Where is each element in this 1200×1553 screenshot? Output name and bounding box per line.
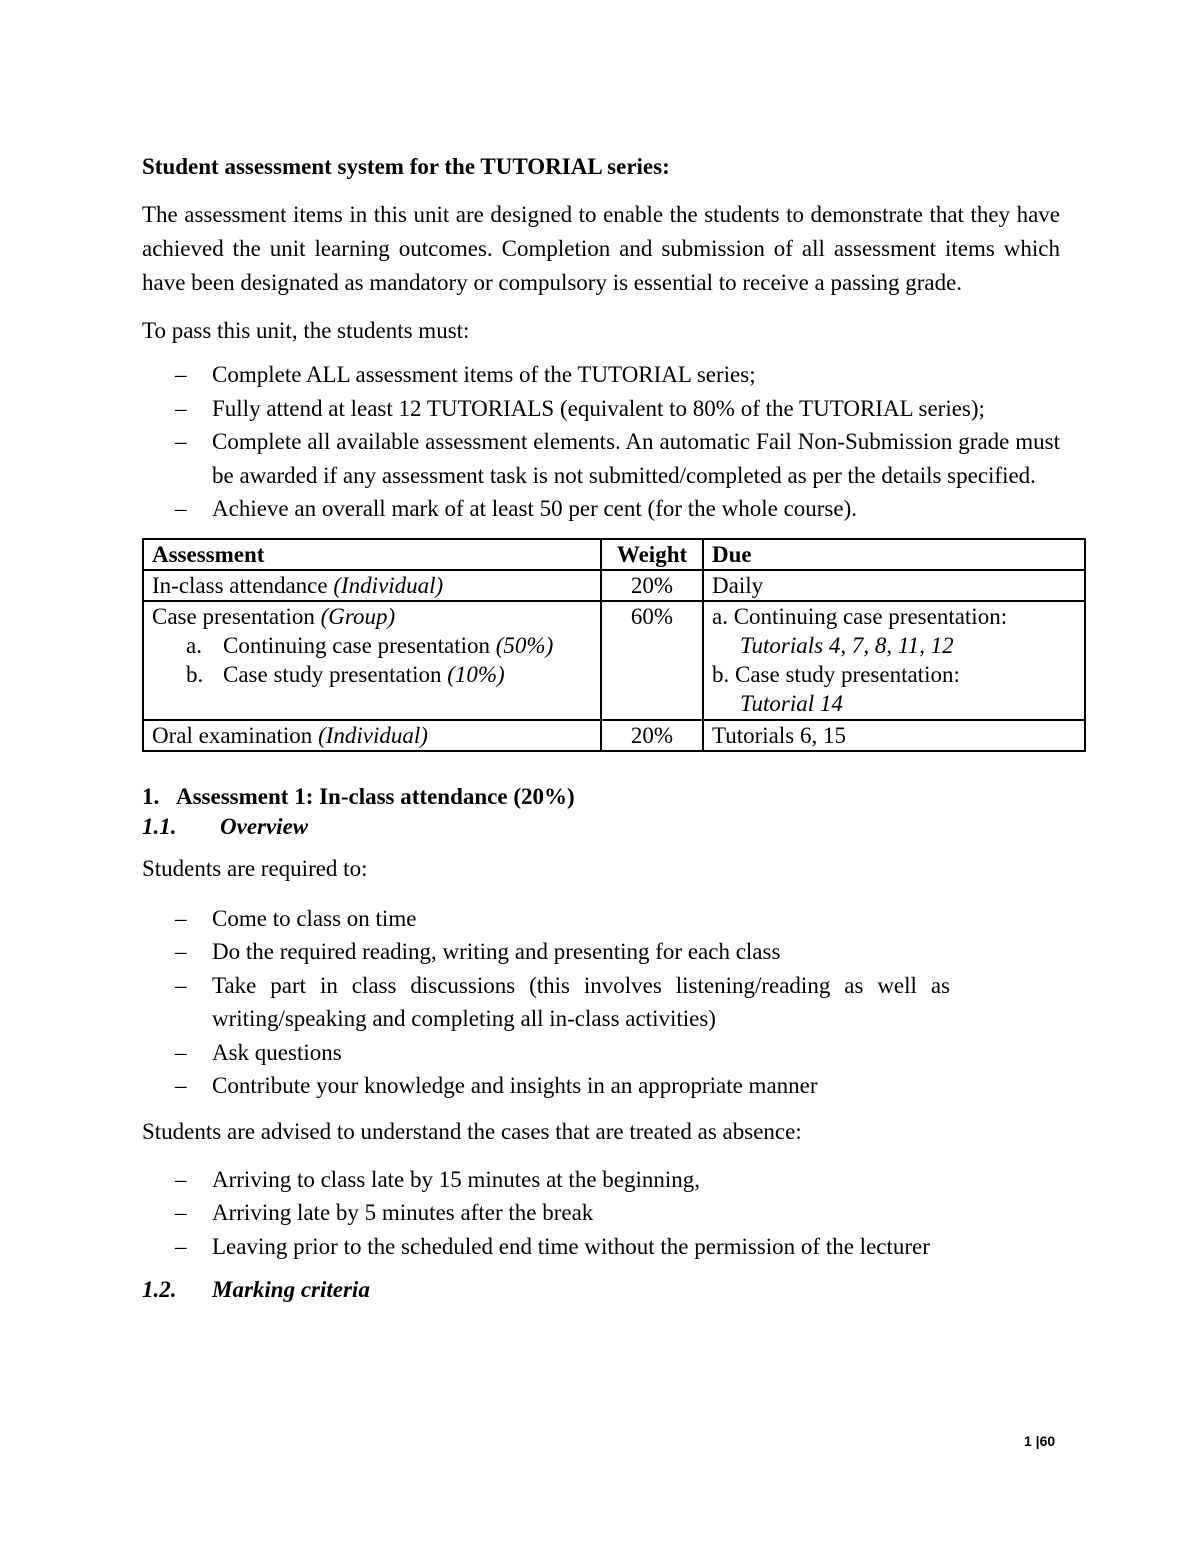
sub-assessment-b: b. Case study presentation (10%) xyxy=(186,661,505,687)
header-due: Due xyxy=(703,539,1085,570)
required-list xyxy=(142,902,1060,1103)
cell-due: a. Continuing case presentation: Tutorials 4, 7, 8, 11, 12 b. Case study presentation: Tutorial 14 xyxy=(703,601,1085,720)
list-item: – Complete ALL assessment items of the TUTORIAL series; xyxy=(142,358,1060,392)
section-heading-1: 1. Assessment 1: In-class attendance (20%) xyxy=(142,783,575,809)
cell-weight: 60% xyxy=(601,601,703,720)
list-item: – Contribute your knowledge and insights in an appropriate manner xyxy=(142,1069,1060,1103)
document-page xyxy=(142,150,1060,1305)
dash-bullet: – xyxy=(175,395,187,421)
cell-due: Daily xyxy=(703,570,1085,601)
absence-list xyxy=(142,1163,1060,1264)
pass-requirements-list xyxy=(142,358,1060,526)
table-row xyxy=(143,601,1085,720)
dash-bullet: – xyxy=(175,496,187,521)
cell-assessment: Case presentation (Group) a. Continuing case presentation (50%) b. Case study presentation (10%) xyxy=(143,601,601,720)
cell-weight: 20% xyxy=(601,720,703,751)
dash-bullet: – xyxy=(175,939,187,964)
dash-bullet: – xyxy=(175,1166,187,1192)
dash-bullet: – xyxy=(175,1039,187,1065)
header-assessment: Assessment xyxy=(143,539,601,570)
pass-lead: To pass this unit, the students must: xyxy=(142,318,470,343)
subsection-heading-1-1: 1.1. Overview xyxy=(142,813,309,839)
list-item: – Achieve an overall mark of at least 50 per cent (for the whole course). xyxy=(142,492,1060,526)
dash-bullet: – xyxy=(175,362,187,387)
sub-assessment-a: a. Continuing case presentation (50%) xyxy=(186,632,554,658)
dash-bullet: – xyxy=(175,1233,187,1259)
list-item: – Ask questions xyxy=(142,1036,1060,1070)
table-header-row xyxy=(143,539,1085,570)
list-item: – Do the required reading, writing and presenting for each class xyxy=(142,935,1060,969)
subsection-heading-1-2: 1.2. Marking criteria xyxy=(142,1277,370,1302)
cell-weight: 20% xyxy=(601,570,703,601)
dash-bullet: – xyxy=(175,1073,187,1098)
cell-assessment: Oral examination (Individual) xyxy=(143,720,601,751)
dash-bullet: – xyxy=(175,972,187,998)
list-item: – Arriving to class late by 15 minutes at the beginning, xyxy=(142,1163,1060,1197)
list-item: – Leaving prior to the scheduled end time without the permission of the lecturer xyxy=(142,1230,1060,1264)
absence-lead: Students are advised to understand the cases that are treated as absence: xyxy=(142,1118,802,1144)
cell-due: Tutorials 6, 15 xyxy=(703,720,1085,751)
list-item: – Come to class on time xyxy=(142,902,1060,936)
intro-paragraph: The assessment items in this unit are designed to enable the students to demonstrate that they have achieved the unit learning outcomes. Completion and submission of all assessment items which have been designated as mandatory or compulsory is essential to receive a passing grade. xyxy=(142,202,1060,295)
assessment-table xyxy=(142,538,1086,752)
list-item: – Complete all available assessment elements. An automatic Fail Non-Submission grade must be awarded if any assessment task is not submitted/completed as per the details specified. xyxy=(142,425,1060,492)
list-item: – Take part in class discussions (this involves listening/reading as well as writing/speaking and completing all in-class activities) xyxy=(142,969,1060,1036)
page-number: 1 |60 xyxy=(1024,1433,1056,1449)
table-row xyxy=(143,720,1085,751)
list-item: – Fully attend at least 12 TUTORIALS (equivalent to 80% of the TUTORIAL series); xyxy=(142,392,1060,426)
table-row xyxy=(143,570,1085,601)
cell-assessment: In-class attendance (Individual) xyxy=(143,570,601,601)
required-lead: Students are required to: xyxy=(142,855,368,881)
page-title: Student assessment system for the TUTORIAL series: xyxy=(142,154,670,179)
dash-bullet: – xyxy=(175,905,187,931)
dash-bullet: – xyxy=(175,429,187,454)
list-item: – Arriving late by 5 minutes after the break xyxy=(142,1196,1060,1230)
dash-bullet: – xyxy=(175,1200,187,1225)
header-weight: Weight xyxy=(601,539,703,570)
